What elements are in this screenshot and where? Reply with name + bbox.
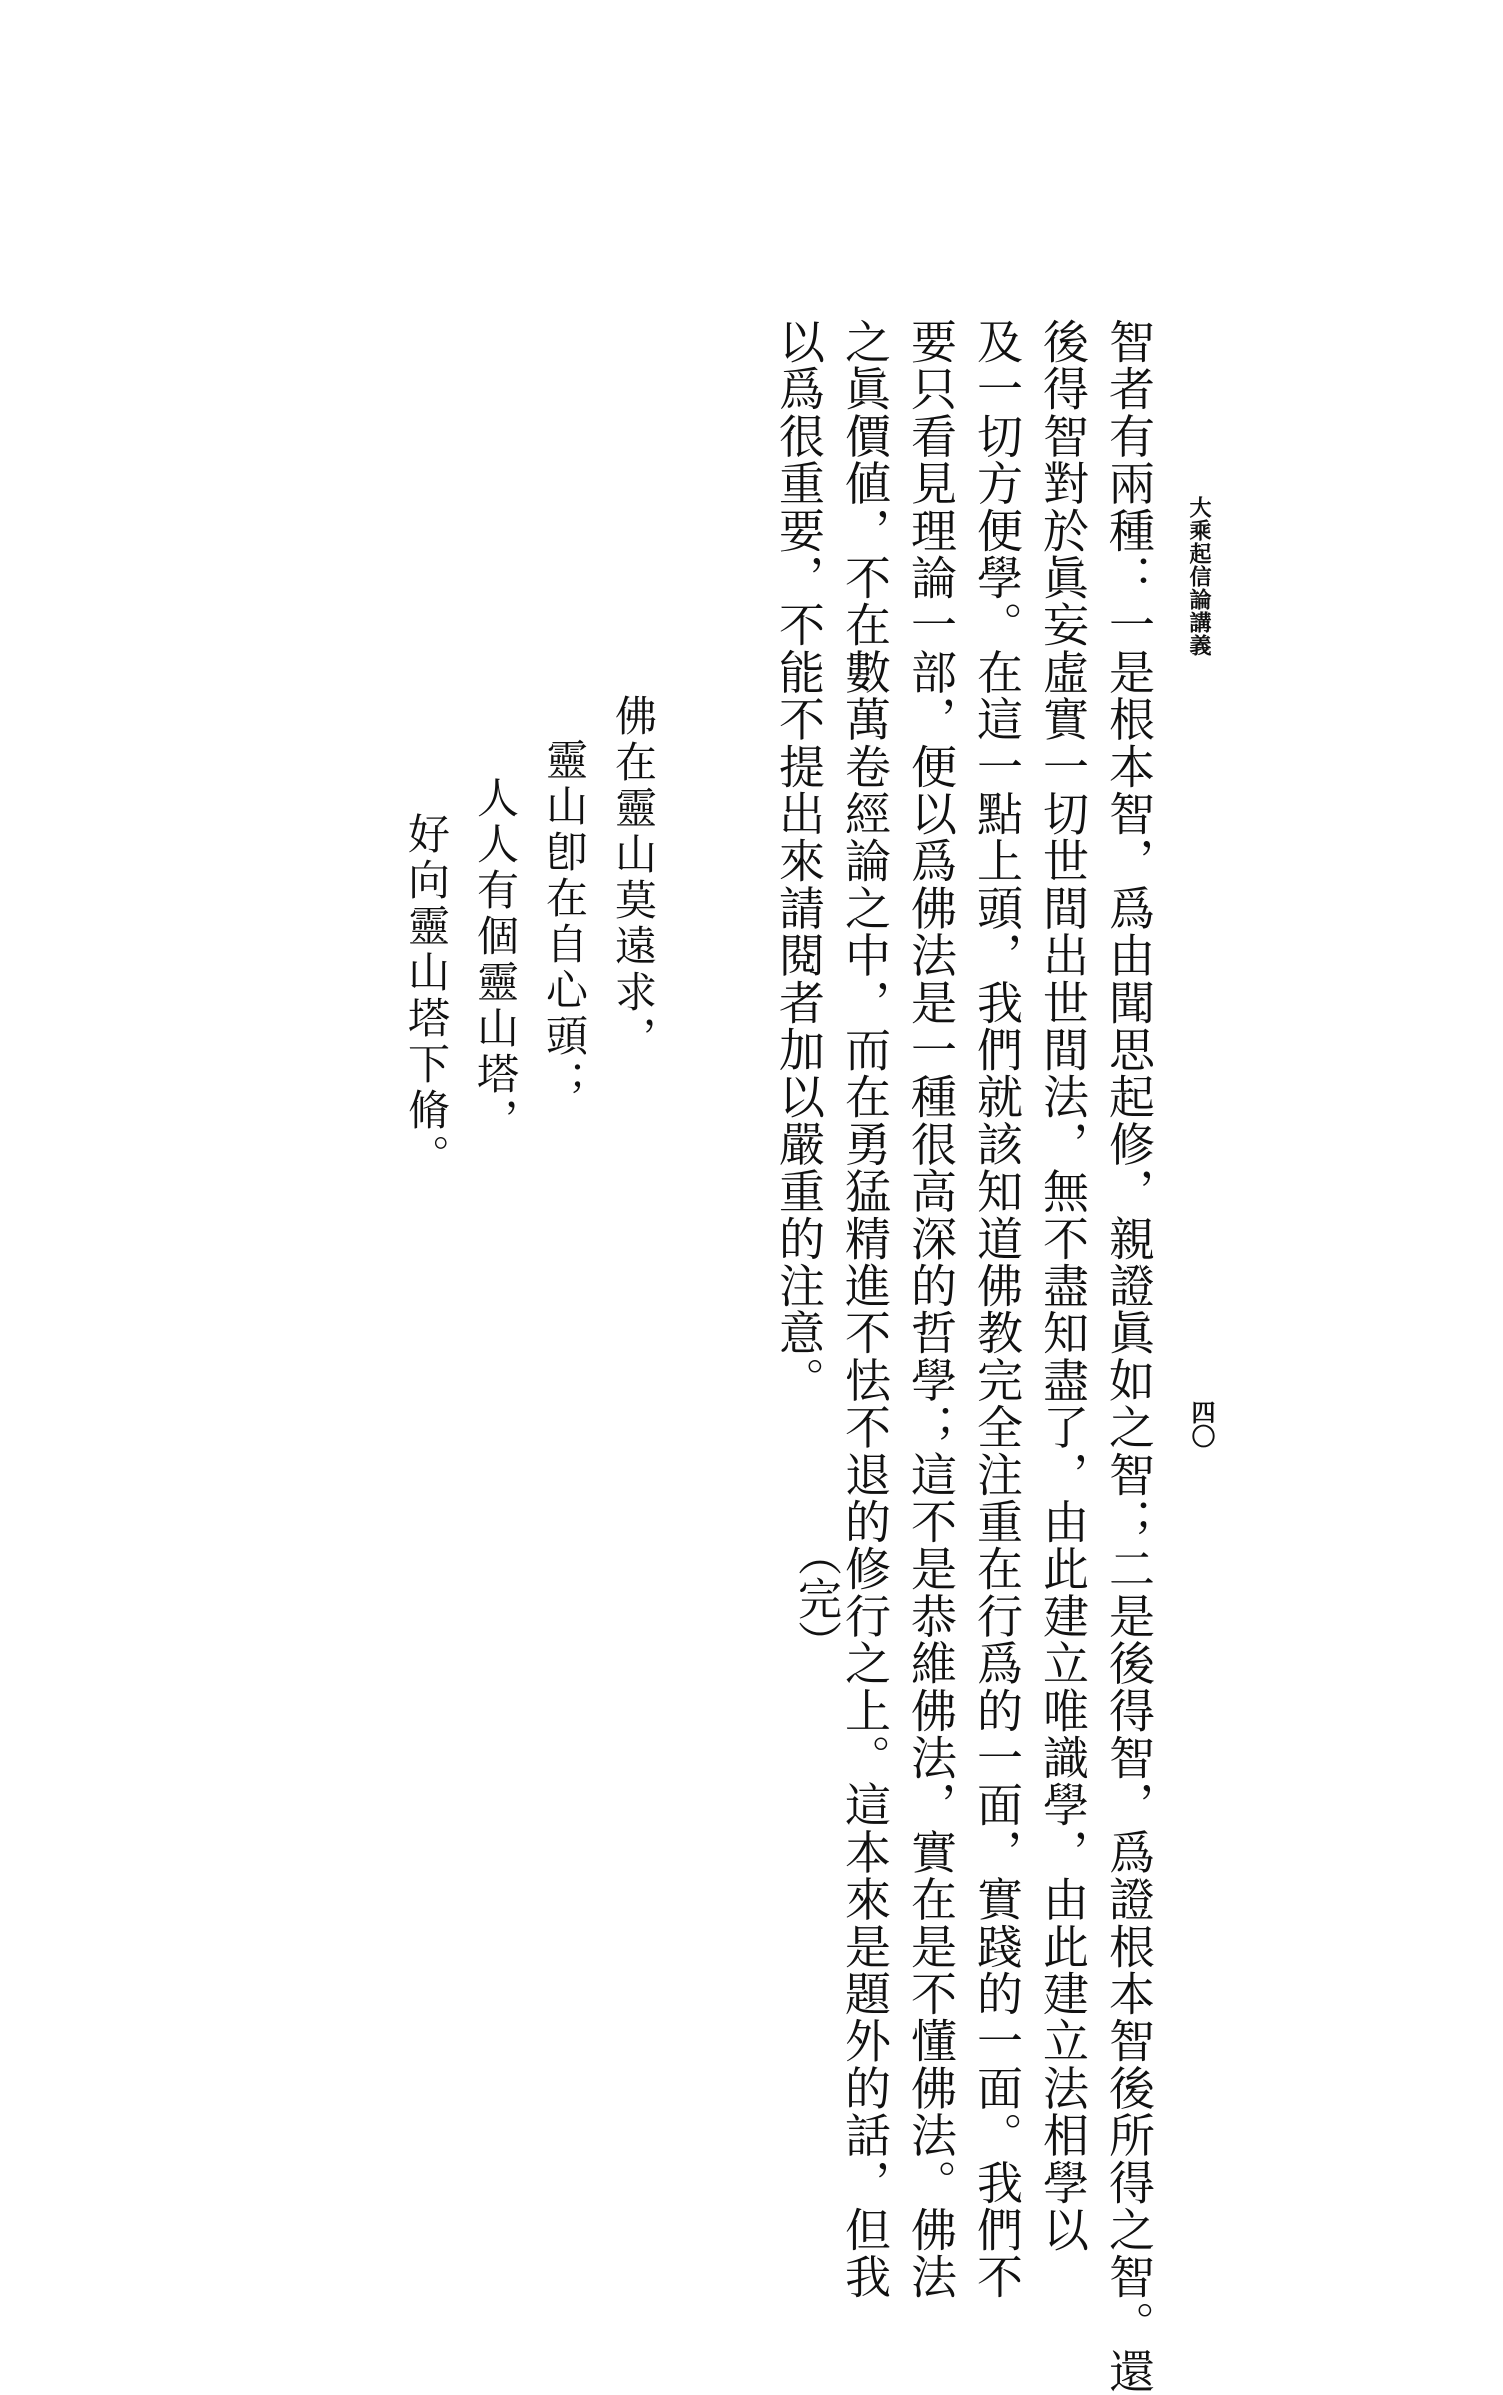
running-head-title: 大乘起信論講義: [1186, 496, 1212, 657]
page-number: 四〇: [1187, 1400, 1216, 1448]
verse-line-1: 佛在靈山莫遠求，: [609, 694, 658, 1062]
end-mark: （完）: [790, 1532, 841, 1664]
body-line-4: 要只看見理論一部，便以爲佛法是一種很高深的哲學；這不是恭維佛法，實在是不懂佛法。佛法: [904, 318, 958, 2301]
body-line-5: 之眞價値，不在數萬卷經論之中，而在勇猛精進不怯不退的修行之上。這本來是題外的話，但我: [838, 318, 892, 2301]
verse-line-4: 好向靈山塔下脩。: [402, 812, 451, 1180]
body-line-6: 以爲很重要，不能不提出來請閱者加以嚴重的注意。: [772, 318, 826, 1404]
verse-line-3: 人人有個靈山塔，: [471, 776, 520, 1144]
verse-line-2: 靈山卽在自心頭；: [540, 738, 589, 1106]
body-line-3: 及一切方便學。在這一點上頭，我們就該知道佛教完全注重在行爲的一面，實踐的一面。我們不: [970, 318, 1024, 2301]
body-line-1: 智者有兩種：一是根本智，爲由聞思起修，親證眞如之智；二是後得智，爲證根本智後所得之智。還: [1102, 318, 1156, 2395]
body-line-2: 後得智對於眞妄虛實一切世間出世間法，無不盡知盡了，由此建立唯識學，由此建立法相學以: [1036, 318, 1090, 2254]
